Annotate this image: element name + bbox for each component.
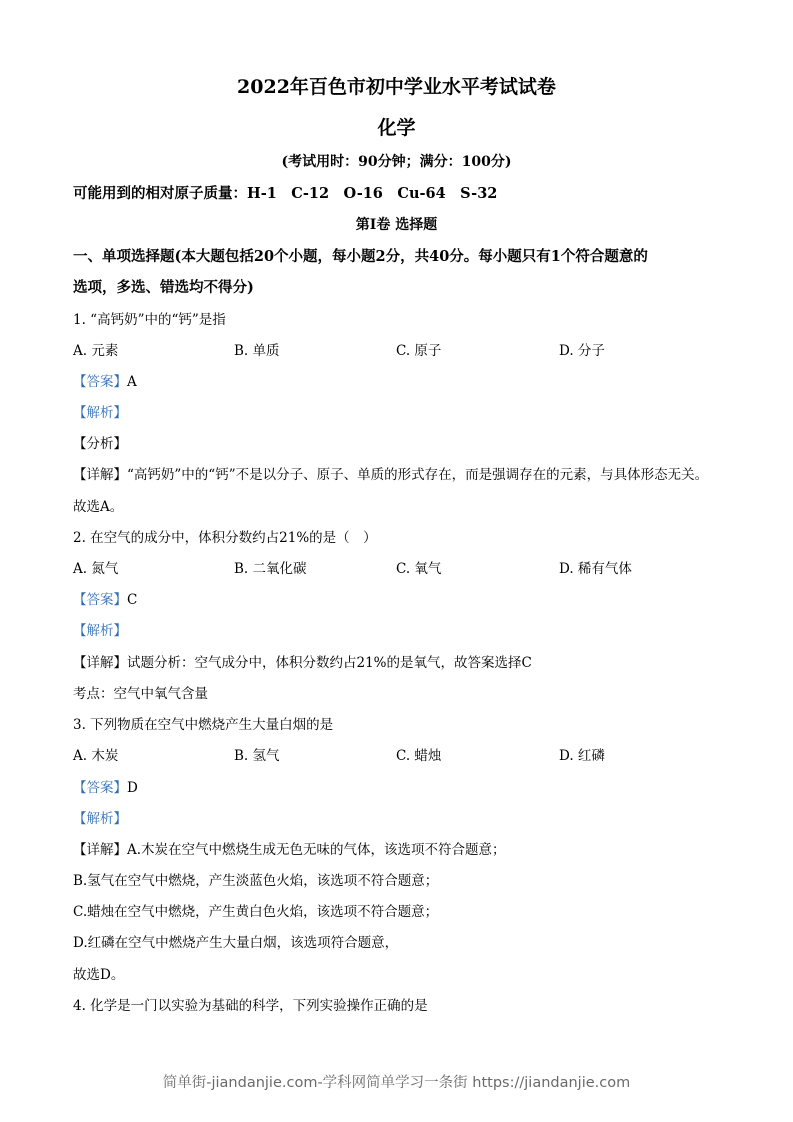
detail-text: A.木炭在空气中燃烧生成无色无味的气体，该选项不符合题意；	[127, 842, 506, 858]
time-info: (考试用时：90分钟；满分：100分)	[281, 154, 512, 170]
question-1-option-b: B. 单质	[234, 343, 280, 359]
question-3-option-b: B. 氢气	[234, 748, 280, 764]
question-3-conclusion: 故选D。	[73, 967, 125, 983]
answer-label: 【答案】	[73, 592, 127, 608]
question-1-stem: 1. “高钙奶”中的“钙”是指	[73, 312, 226, 328]
question-2-option-d: D. 稀有气体	[559, 561, 632, 577]
question-1-conclusion: 故选A。	[73, 499, 124, 515]
question-2-detail	[73, 651, 532, 671]
question-2-answer	[73, 588, 137, 608]
detail-label: 【详解】	[73, 655, 127, 671]
exam-title: 2022年百色市初中学业水平考试试卷	[237, 76, 556, 98]
answer-label: 【答案】	[73, 780, 127, 796]
question-3-stem: 3. 下列物质在空气中燃烧产生大量白烟的是	[73, 717, 334, 733]
question-4-stem: 4. 化学是一门以实验为基础的科学，下列实验操作正确的是	[73, 998, 428, 1014]
question-2-option-c: C. 氧气	[396, 561, 442, 577]
detail-label: 【详解】	[73, 842, 127, 858]
section-heading-line2: 选项，多选、错选均不得分)	[73, 279, 254, 296]
question-3-answer	[73, 776, 138, 796]
detail-text: 试题分析：空气成分中，体积分数约占21%的是氧气，故答案选择C	[127, 655, 532, 671]
question-2-analysis-label: 【解析】	[73, 623, 127, 639]
question-3-option-d: D. 红磷	[559, 748, 605, 764]
detail-label: 【详解】	[73, 467, 127, 483]
answer-label: 【答案】	[73, 374, 127, 390]
question-3-detail-b: B.氢气在空气中燃烧，产生淡蓝色火焰，该选项不符合题意；	[73, 873, 439, 889]
question-3-option-c: C. 蜡烛	[396, 748, 442, 764]
atomic-mass-line: 可能用到的相对原子质量：H-1 C-12 O-16 Cu-64 S-32	[73, 185, 498, 202]
question-3-detail	[73, 838, 506, 858]
question-1-answer	[73, 370, 137, 390]
question-2-option-b: B. 二氧化碳	[234, 561, 307, 577]
section-heading-line1: 一、单项选择题(本大题包括20个小题，每小题2分，共40分。每小题只有1个符合题意的	[73, 248, 648, 265]
question-2-stem: 2. 在空气的成分中，体积分数约占21%的是（ ）	[73, 530, 377, 546]
question-1-detail	[73, 463, 708, 483]
question-3-option-a: A. 木炭	[73, 748, 119, 764]
footer-watermark: 简单街-jiandanjie.com-学科网简单学习一条街 https://jiandanjie.com	[162, 1075, 631, 1091]
question-3-analysis-label: 【解析】	[73, 811, 127, 827]
question-3-detail-d: D.红磷在空气中燃烧产生大量白烟，该选项符合题意，	[73, 935, 399, 951]
question-1-option-c: C. 原子	[396, 343, 442, 359]
question-2-option-a: A. 氮气	[73, 561, 119, 577]
question-3-detail-c: C.蜡烛在空气中燃烧，产生黄白色火焰，该选项不符合题意；	[73, 904, 439, 920]
answer-value: A	[127, 374, 137, 390]
detail-text: “高钙奶”中的“钙”不是以分子、原子、单质的形式存在，而是强调存在的元素，与具体形态无关。	[127, 467, 709, 483]
question-1-analysis-label: 【解析】	[73, 405, 127, 421]
question-1-option-a: A. 元素	[73, 343, 119, 359]
question-1-option-d: D. 分子	[559, 343, 605, 359]
question-1-fenxi-label: 【分析】	[73, 436, 127, 452]
subject-title: 化学	[377, 117, 416, 139]
question-2-kaodian: 考点：空气中氧气含量	[73, 686, 208, 702]
volume-heading: 第Ⅰ卷 选择题	[355, 217, 438, 233]
answer-value: D	[127, 780, 138, 796]
answer-value: C	[127, 592, 138, 608]
